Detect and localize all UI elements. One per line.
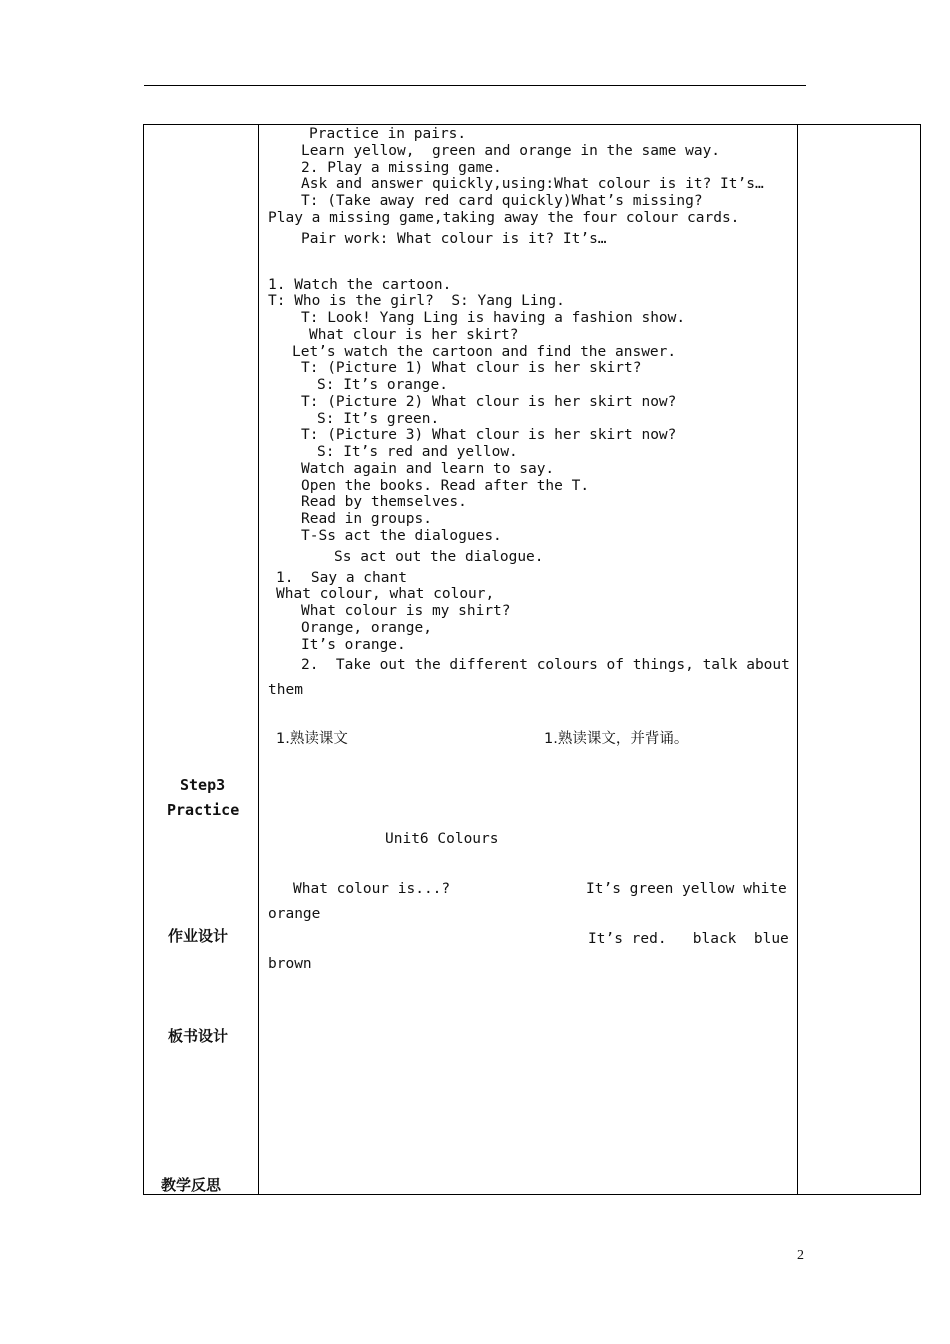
text-line: What colour, what colour, bbox=[276, 586, 495, 602]
text-line: Read by themselves. bbox=[301, 494, 467, 510]
label-practice: Practice bbox=[167, 801, 240, 819]
text-line: T-Ss act the dialogues. bbox=[301, 528, 502, 544]
text-line: Watch again and learn to say. bbox=[301, 461, 555, 477]
text-line: Ask and answer quickly,using:What colour is it? It’s… bbox=[301, 176, 764, 192]
text-line: T: Who is the girl? S: Yang Ling. bbox=[268, 293, 565, 309]
page-number: 2 bbox=[797, 1248, 804, 1263]
label-homework: 作业设计 bbox=[168, 927, 229, 945]
column-divider-right bbox=[797, 125, 798, 1194]
text-line: them bbox=[268, 682, 303, 698]
text-line: What clour is her skirt? bbox=[309, 327, 519, 343]
text-line: T: (Take away red card quickly)What’s missing? bbox=[301, 193, 703, 209]
board-answer-1-cont: orange bbox=[268, 906, 321, 922]
board-question: What colour is...? bbox=[293, 881, 451, 897]
text-line: T: (Picture 2) What clour is her skirt now? bbox=[301, 394, 677, 410]
column-divider-left bbox=[258, 125, 259, 1194]
board-answer-2-cont: brown bbox=[268, 956, 312, 972]
text-line: 1. Say a chant bbox=[276, 570, 407, 586]
text-line: Orange, orange, bbox=[301, 620, 432, 636]
text-line: S: It’s orange. bbox=[317, 377, 448, 393]
text-line: It’s orange. bbox=[301, 637, 406, 653]
text-line: T: (Picture 3) What clour is her skirt now? bbox=[301, 427, 677, 443]
text-line: Practice in pairs. bbox=[309, 126, 467, 142]
text-line: S: It’s red and yellow. bbox=[317, 444, 518, 460]
board-title: Unit6 Colours bbox=[385, 831, 499, 847]
homework-item-b: 1.熟读课文，并背诵。 bbox=[544, 731, 689, 747]
text-line: 2. Play a missing game. bbox=[301, 160, 502, 176]
text-line: T: (Picture 1) What clour is her skirt? bbox=[301, 360, 642, 376]
board-answer-1: It’s green yellow white bbox=[586, 881, 787, 897]
label-step3: Step3 bbox=[180, 776, 226, 794]
label-reflection: 教学反思 bbox=[161, 1176, 222, 1194]
label-board-design: 板书设计 bbox=[168, 1027, 229, 1045]
text-line: What colour is my shirt? bbox=[301, 603, 511, 619]
text-line: Learn yellow, green and orange in the same way. bbox=[301, 143, 721, 159]
text-line: Open the books. Read after the T. bbox=[301, 478, 590, 494]
text-line: Pair work: What colour is it? It’s… bbox=[301, 231, 607, 247]
text-line: Ss act out the dialogue. bbox=[334, 549, 544, 565]
text-line: T: Look! Yang Ling is having a fashion show. bbox=[301, 310, 686, 326]
board-answer-2: It’s red. black blue bbox=[588, 931, 789, 947]
homework-item-a: 1.熟读课文 bbox=[276, 731, 348, 747]
text-line: S: It’s green. bbox=[317, 411, 440, 427]
text-line: Read in groups. bbox=[301, 511, 432, 527]
text-line: Play a missing game,taking away the four colour cards. bbox=[268, 210, 740, 226]
text-line: 2. Take out the different colours of things, talk about bbox=[301, 657, 790, 673]
text-line: 1. Watch the cartoon. bbox=[268, 277, 452, 293]
header-rule bbox=[144, 85, 806, 86]
text-line: Let’s watch the cartoon and find the answer. bbox=[292, 344, 677, 360]
